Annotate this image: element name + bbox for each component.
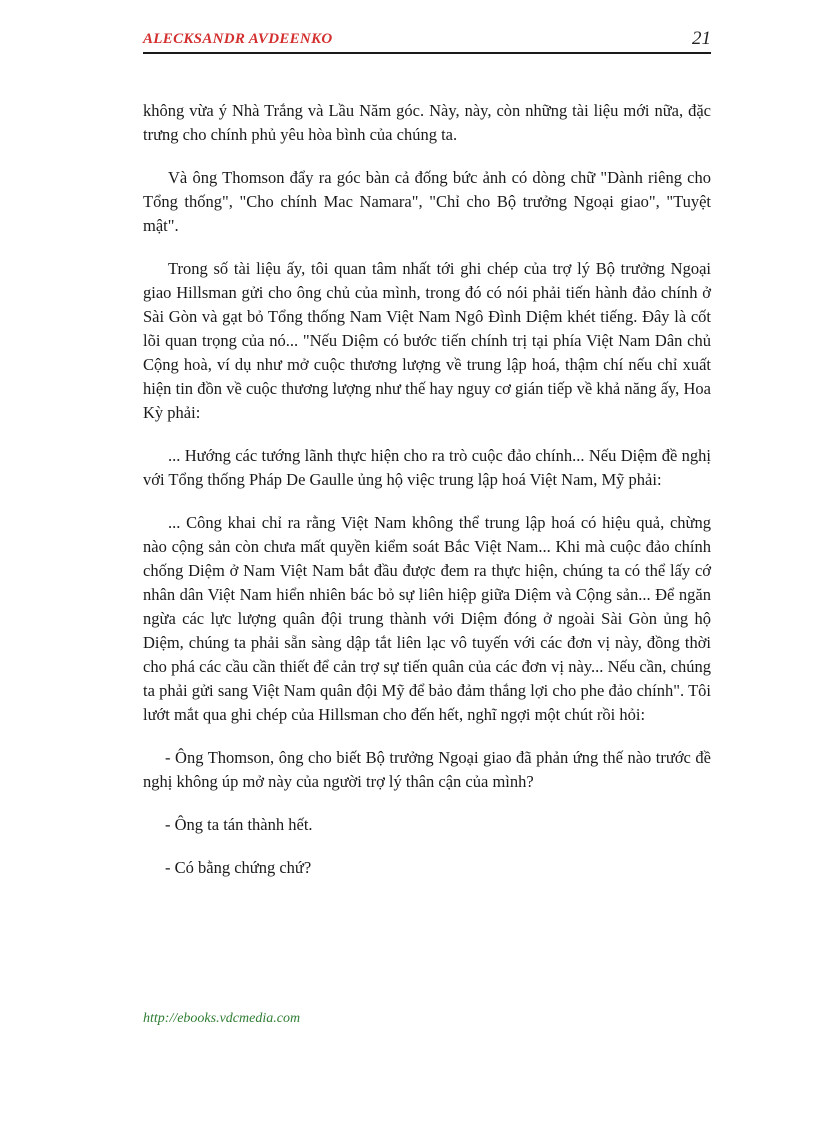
dialogue-line: - Ông Thomson, ông cho biết Bộ trưởng Ngoại giao đã phản ứng thế nào trước đề nghị không úp mở này của người trợ lý thân cận của mình? (143, 748, 711, 791)
footer-link[interactable]: http://ebooks.vdcmedia.com (143, 1011, 301, 1026)
dialogue-line: - Có bằng chứng chứ? (165, 858, 312, 877)
page-header (143, 30, 711, 54)
author-name: ALECKSANDR AVDEENKO (143, 31, 333, 47)
paragraph: không vừa ý Nhà Trắng và Lầu Năm góc. Này, này, còn những tài liệu mới nữa, đặc trưng cho chính phủ yêu hòa bình của chúng ta. (143, 101, 711, 144)
paragraph: Trong số tài liệu ấy, tôi quan tâm nhất tới ghi chép của trợ lý Bộ trưởng Ngoại giao Hillsman gửi cho ông chủ của mình, trong đó có nói phải tiến hành đảo chính ở Sài Gòn và gạt bỏ Tổng thống Nam Việt Nam Ngô Đình Diệm khét tiếng. Đây là cốt lõi quan trọng của nó... "Nếu Diệm có bước tiến chính trị tại phía Việt Nam Dân chủ Cộng hoà, ví dụ như mở cuộc thương lượng về trung lập hoá, thậm chí nếu chỉ xuất hiện tin đồn về cuộc thương lượng như thế hay nguy cơ gián tiếp về khả năng ấy, Hoa Kỳ phải: (143, 259, 711, 422)
dialogue-line: - Ông ta tán thành hết. (165, 815, 313, 834)
paragraph: ... Công khai chỉ ra rằng Việt Nam không thể trung lập hoá có hiệu quả, chừng nào cộng sản còn chưa mất quyền kiểm soát Bắc Việt Nam... Khi mà cuộc đảo chính chống Diệm ở Nam Việt Nam bắt đầu được đem ra thực hiện, chúng ta có thể lấy cớ nhân dân Việt Nam hiển nhiên bác bỏ sự liên hiệp giữa Diệm và Cộng sản... Để ngăn ngừa các lực lượng quân đội trung thành với Diệm đóng ở ngoài Sài Gòn ủng hộ Diệm, chúng ta phải sẵn sàng dập tắt liên lạc vô tuyến với các đơn vị này, đồng thời cho phá các cầu cần thiết để cản trợ sự tiến quân của các đơn vị này... Nếu cần, chúng ta phải gửi sang Việt Nam quân đội Mỹ để bảo đảm thắng lợi cho phe đảo chính". Tôi lướt mắt qua ghi chép của Hillsman cho đến hết, nghĩ ngợi một chút rồi hỏi: (143, 513, 711, 724)
paragraph: Và ông Thomson đẩy ra góc bàn cả đống bức ảnh có dòng chữ "Dành riêng cho Tổng thống", "Cho chính Mac Namara", "Chỉ cho Bộ trưởng Ngoại giao", "Tuyệt mật". (143, 168, 711, 235)
body-text (143, 99, 711, 899)
page-number: 21 (692, 28, 711, 49)
paragraph: ... Hướng các tướng lãnh thực hiện cho ra trò cuộc đảo chính... Nếu Diệm đề nghị với Tổng thống Pháp De Gaulle ủng hộ việc trung lập hoá Việt Nam, Mỹ phải: (143, 446, 711, 489)
